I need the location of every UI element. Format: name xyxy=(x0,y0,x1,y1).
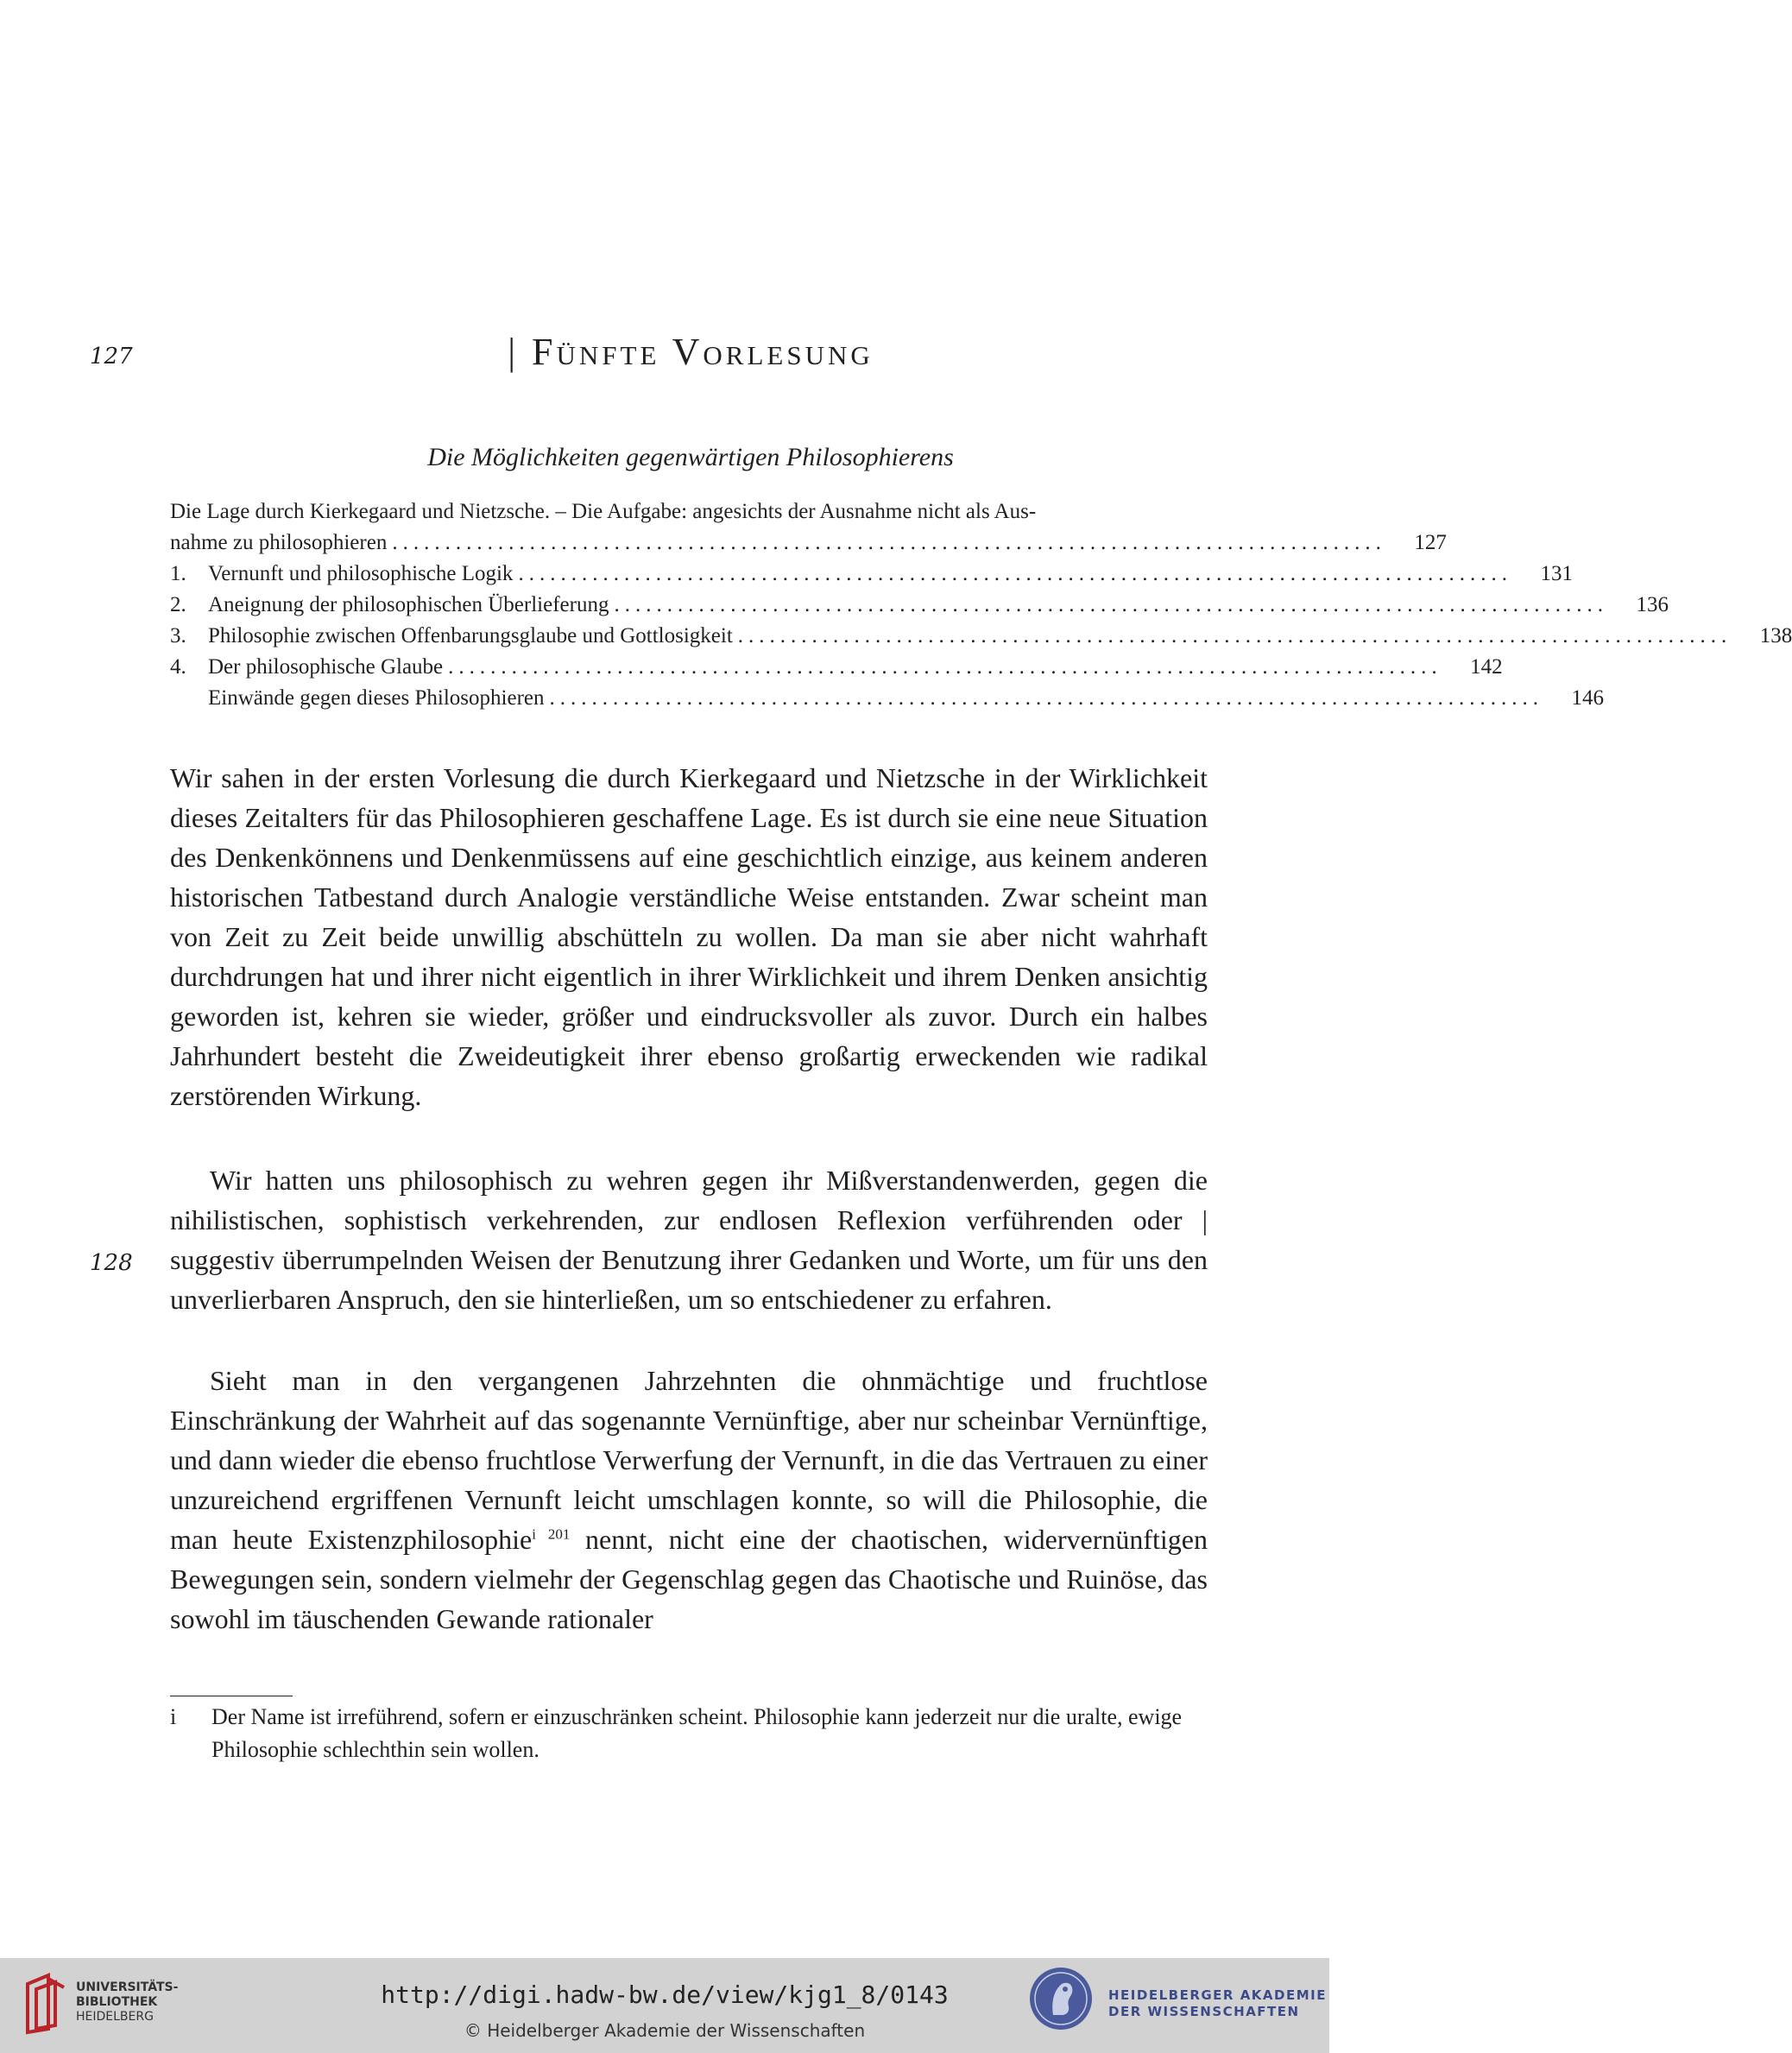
paragraph-text: Sieht man in den vergangenen Jahrzehnten die ohnmächtige und fruchtlose Einschränkung der Wahrheit auf das sogenannte Vernünftige, aber nur scheinbar Vernünftige, und dann wieder die ebenso fruchtlose Verwerfung der Vernunft, in die das Vertrauen zu einer unzureichend ergriffenen Vernunft leicht umschlagen konnte, so will die Philosophie, die man heute Existenzphilosophie xyxy=(170,1365,1208,1555)
footnote-mark: i xyxy=(170,1704,177,1729)
toc-leader-dots: .............................................................................................. xyxy=(549,686,1543,710)
footnote-text: Der Name ist irreführend, sofern er einzuschränken scheint. Philosophie kann jederzeit nur die uralte, ewige Philosophie schlechthin sein wollen. xyxy=(211,1704,1183,1762)
permalink-url[interactable]: http://digi.hadw-bw.de/view/kjg1_8/0143 xyxy=(381,1980,949,2009)
toc-leader-dots: .............................................................................................. xyxy=(448,655,1442,679)
academy-name: HEIDELBERGER AKADEMIE DER WISSENSCHAFTEN xyxy=(1108,1987,1327,2019)
viewer-footer-bar xyxy=(0,1958,1329,2053)
toc-entry xyxy=(170,559,1573,590)
toc-entry xyxy=(170,683,1604,714)
toc-entry-text: Der philosophische Glaube xyxy=(208,655,444,679)
toc-entry-number: 2. xyxy=(170,593,186,616)
margin-page-number: 128 xyxy=(90,1250,133,1276)
toc-entry-text: nahme zu philosophieren xyxy=(170,531,388,554)
toc-entry xyxy=(170,652,1503,683)
body-paragraph: Wir hatten uns philosophisch zu wehren gegen ihr Mißverstandenwerden, gegen die nihilistischen, sophistisch verkehrenden, zur endlosen Reflexion verführenden oder | suggestiv überrumpelnden Weisen der Benutzung ihrer Gedanken und Worte, um für uns den unverlierbaren Anspruch, den sie hinterließen, um so entschiedener zu erfahren. xyxy=(170,1165,1208,1315)
toc-entry-number: 3. xyxy=(170,624,186,647)
library-name: UNIVERSITÄTS- BIBLIOTHEK HEIDELBERG xyxy=(76,1980,179,2024)
copyright-notice: © Heidelberger Akademie der Wissenschaften xyxy=(464,2020,866,2041)
margin-page-number: 127 xyxy=(90,344,133,370)
toc-leader-dots: .............................................................................................. xyxy=(614,593,1608,616)
toc-entry-page: 138 xyxy=(1759,624,1792,647)
toc-entry-page: 146 xyxy=(1571,686,1604,710)
footnote xyxy=(170,1701,1208,1766)
toc-entry-page: 142 xyxy=(1470,655,1503,679)
toc-entry-number: 4. xyxy=(170,655,186,679)
toc-entry-number: 1. xyxy=(170,562,186,585)
toc-entry xyxy=(170,621,1792,652)
toc-entry-text: Einwände gegen dieses Philosophieren xyxy=(208,686,545,710)
toc-entry-text: Philosophie zwischen Offenbarungsglaube und Gottlosigkeit xyxy=(208,624,733,647)
toc-entry xyxy=(170,527,1447,559)
chapter-title: | Fünfte Vorlesung xyxy=(508,331,874,373)
footnote-reference: i 201 xyxy=(532,1526,571,1543)
toc-leader-dots: .............................................................................................. xyxy=(392,531,1386,554)
toc-entry xyxy=(170,590,1669,621)
toc-leader-dots: .............................................................................................. xyxy=(518,562,1512,585)
toc-entry-text: Aneignung der philosophischen Überlieferung xyxy=(208,593,609,616)
toc-entry-page: 131 xyxy=(1540,562,1573,585)
toc-leader-dots: .............................................................................................. xyxy=(737,624,1732,647)
academy-seal-icon[interactable] xyxy=(1027,1965,1095,2032)
toc-entry-text: Vernunft und philosophische Logik xyxy=(208,562,514,585)
chapter-subtitle: Die Möglichkeiten gegenwärtigen Philosophierens xyxy=(427,443,954,471)
toc-entry-page: 136 xyxy=(1636,593,1669,616)
toc-intro-line: Die Lage durch Kierkegaard und Nietzsche. – Die Aufgabe: angesichts der Ausnahme nicht als Aus- xyxy=(170,500,1037,523)
body-paragraph xyxy=(170,1361,1208,1639)
paragraph-text: nennt, nicht eine der chaotischen, widervernünftigen Bewegungen sein, sondern vielmehr der Gegenschlag gegen das Chaotische und Ruinöse, das sowohl im täuschenden Gewande rationaler xyxy=(170,1524,1208,1634)
body-paragraph: Wir sahen in der ersten Vorlesung die durch Kierkegaard und Nietzsche in der Wirklichkeit dieses Zeitalters für das Philosophieren geschaffene Lage. Es ist durch sie eine neue Situation des Denkenkönnens und Denkenmüssens auf eine geschichtlich einzige, aus keinem anderen historischen Tatbestand durch Analogie verständliche Weise entstanden. Zwar scheint man von Zeit zu Zeit beide unwillig abschütteln zu wollen. Da man sie aber nicht wahrhaft durchdrungen hat und ihrer nicht eigentlich in ihrer Wirklichkeit und ihrem Denken ansichtig geworden ist, kehren sie wieder, größer und eindrucksvoller als zuvor. Durch ein halbes Jahrhundert besteht die Zweideutigkeit ihrer ebenso großartig erweckenden wie radikal zerstörenden Wirkung. xyxy=(170,762,1208,1111)
toc-entry-page: 127 xyxy=(1414,531,1447,554)
